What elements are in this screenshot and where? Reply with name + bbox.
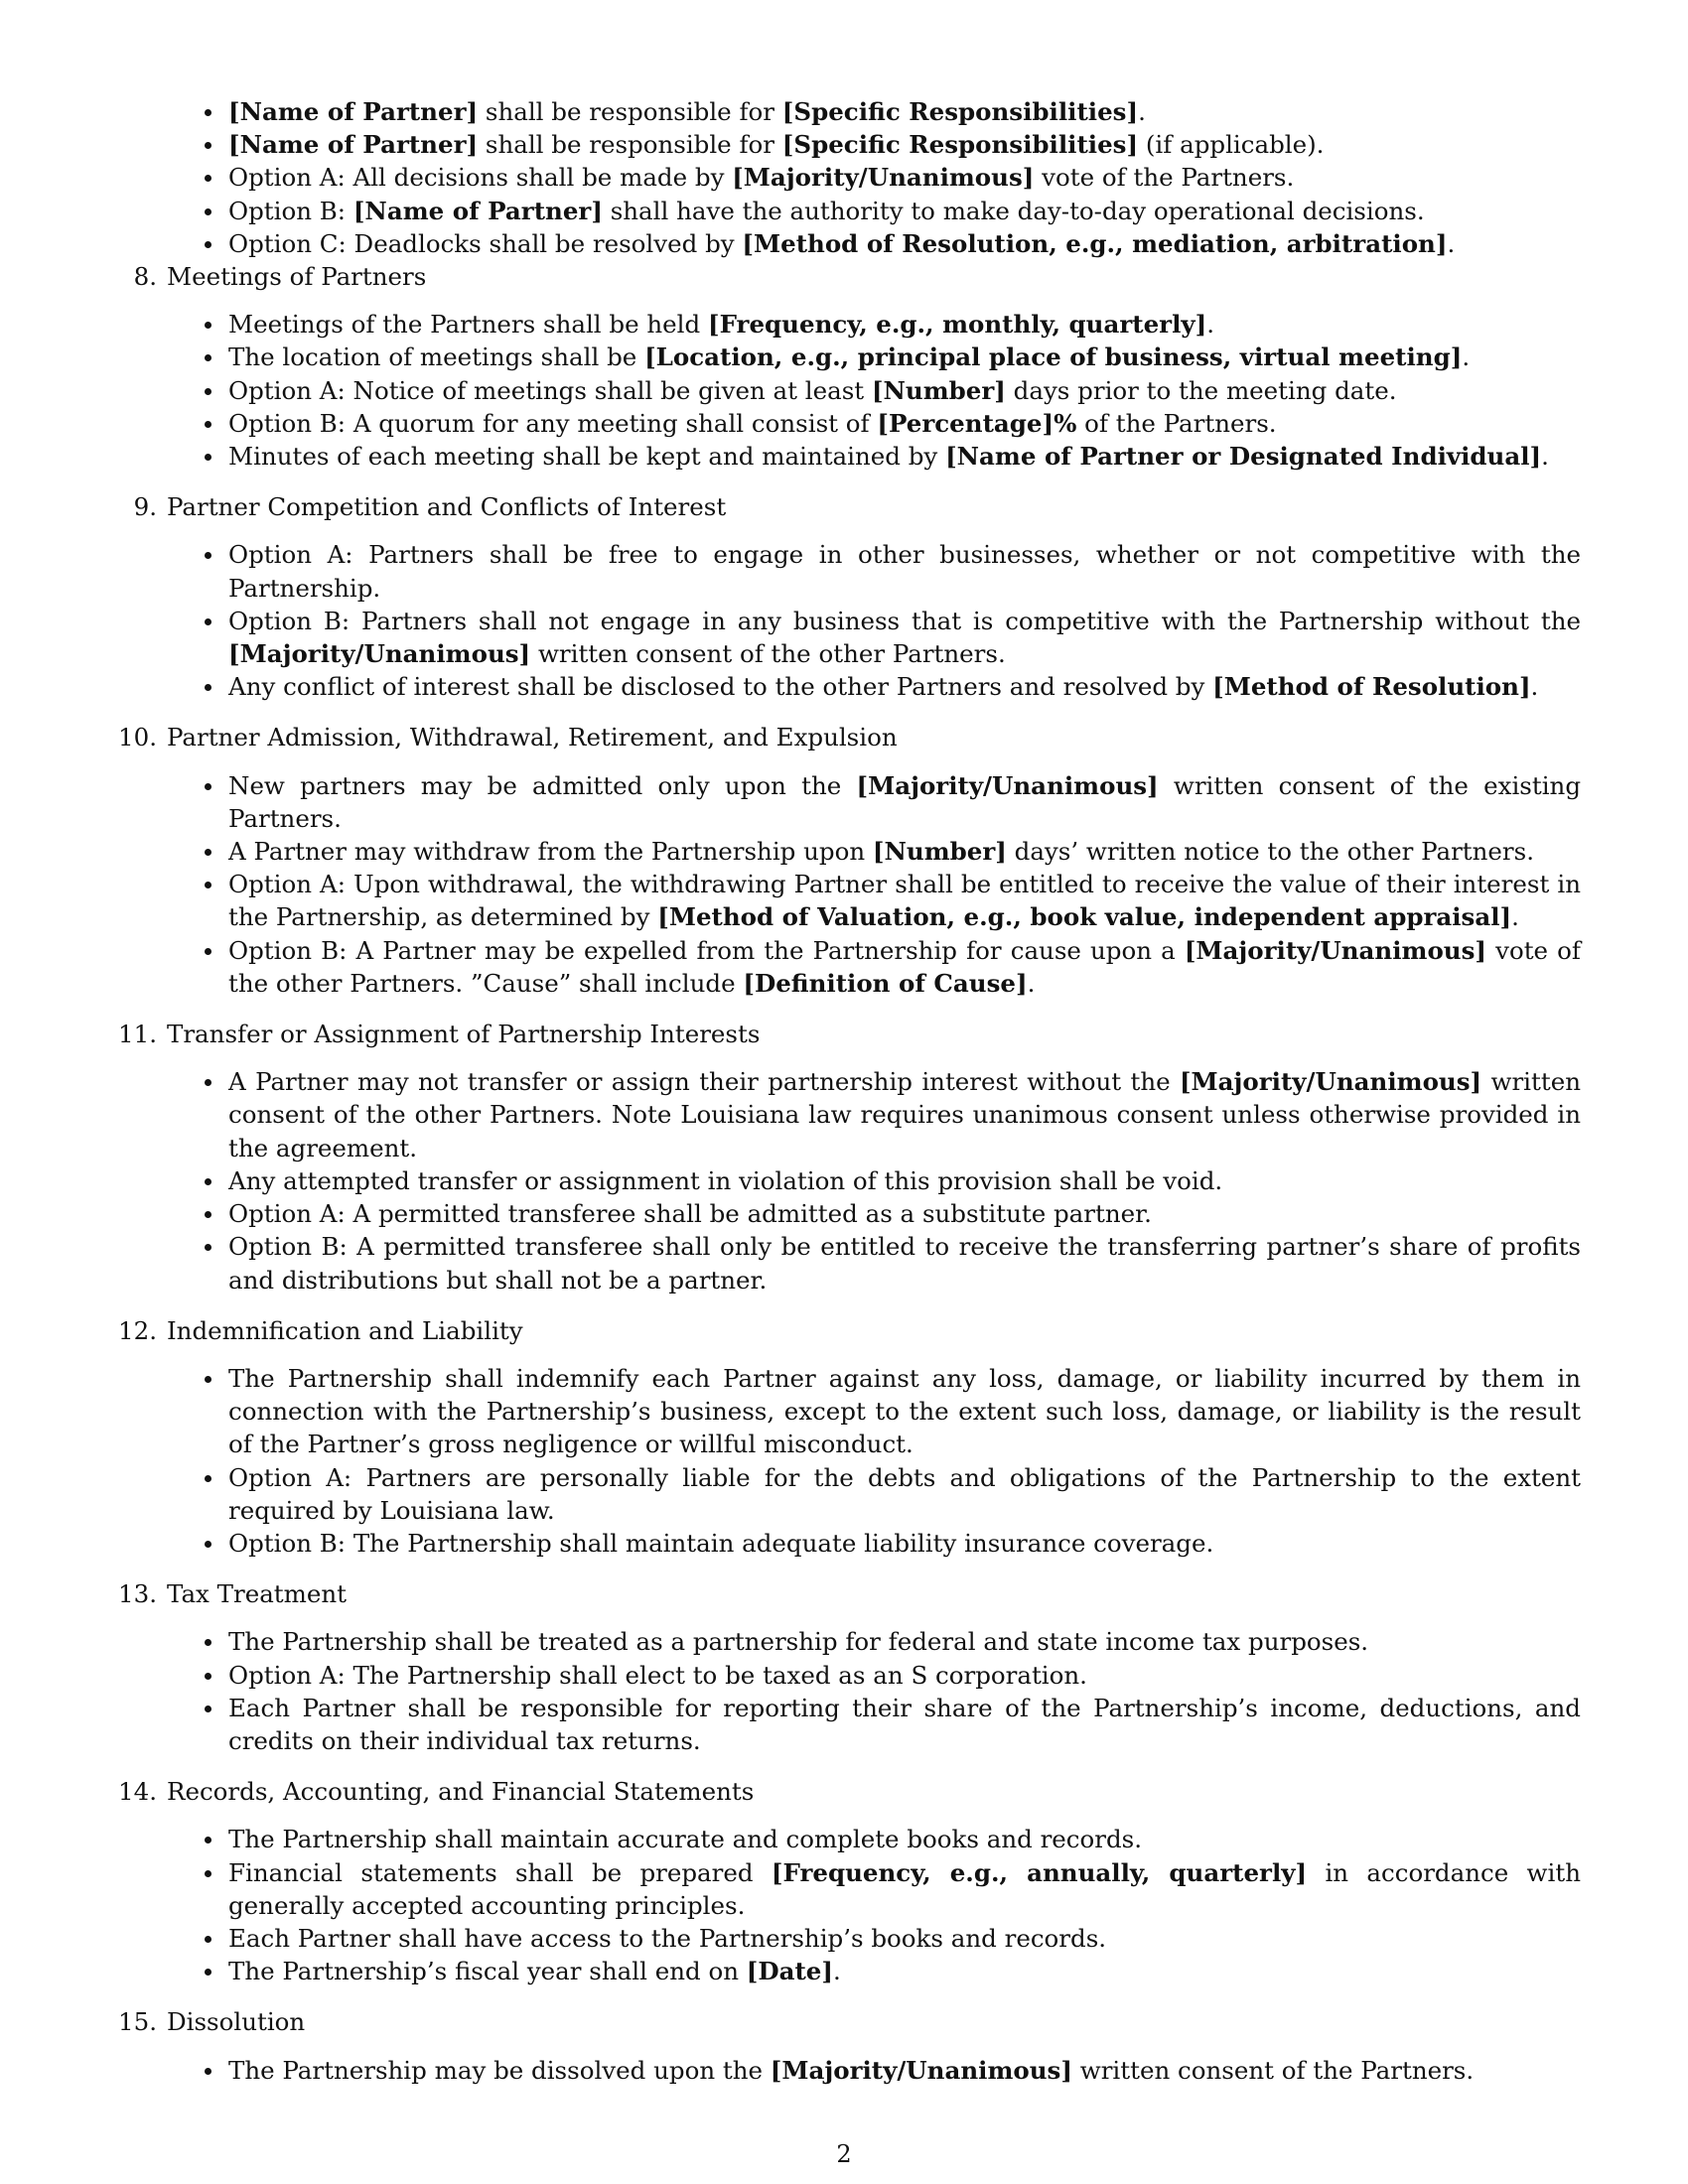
sections-container: [118, 260, 1581, 2087]
placeholder-field: [Majority/Unanimous]: [1184, 935, 1486, 965]
text-run: Option A: Notice of meetings shall be given at least: [228, 375, 872, 405]
placeholder-field: [Definition of Cause]: [743, 968, 1028, 998]
section-number: 8.: [133, 262, 157, 292]
text-run: written consent of the existing Partners.: [228, 770, 1581, 833]
section-number: 11.: [118, 1020, 157, 1049]
bullet-item: [127, 1856, 1581, 1922]
bullet-icon: [205, 208, 211, 215]
section-heading: [118, 2005, 1581, 2038]
bullet-icon: [205, 388, 211, 395]
placeholder-field: [Majority/Unanimous]: [856, 770, 1159, 800]
bullet-icon: [205, 175, 211, 182]
text-run: Each Partner shall be responsible for reporting their share of the Partnership’s income, deductions, and credits on their individual tax returns.: [228, 1693, 1581, 1755]
text-run: (if applicable).: [1138, 130, 1325, 160]
text-run: Option B: A permitted transferee shall only be entitled to receive the transferring partner’s share of profits and distributions but shall not be a partner.: [228, 1232, 1581, 1295]
section-title: Transfer or Assignment of Partnership Interests: [167, 1020, 761, 1049]
placeholder-field: [Majority/Unanimous]: [228, 639, 531, 669]
bullet-item: [127, 195, 1581, 227]
bullet-item: [127, 1922, 1581, 1955]
bullet-icon: [205, 618, 211, 625]
section: [118, 1577, 1581, 1757]
text-run: Option A: All decisions shall be made by: [228, 163, 733, 193]
bullet-item: [127, 1955, 1581, 1987]
section: [118, 1314, 1581, 1560]
bullet-icon: [205, 552, 211, 559]
bullet-icon: [205, 1936, 211, 1943]
text-run: Option B: Partners shall not engage in any business that is competitive with the Partnership without the: [228, 606, 1581, 635]
placeholder-field: [Majority/Unanimous]: [770, 2055, 1072, 2085]
section-heading: [118, 1018, 1581, 1050]
bullet-item: [127, 1197, 1581, 1230]
text-run: A Partner may withdraw from the Partnership upon: [228, 837, 873, 867]
text-run: Financial statements shall be prepared: [228, 1857, 772, 1887]
text-run: shall be responsible for: [478, 97, 782, 126]
text-run: The location of meetings shall be: [228, 342, 645, 372]
bullet-icon: [205, 1541, 211, 1548]
section-number: 12.: [118, 1315, 157, 1345]
bullet-icon: [205, 684, 211, 691]
bullet-item: [127, 1625, 1581, 1658]
section-heading: [127, 260, 1581, 293]
text-run: Any attempted transfer or assignment in violation of this provision shall be void.: [228, 1165, 1223, 1195]
text-run: Option A: A permitted transferee shall be admitted as a substitute partner.: [228, 1199, 1152, 1229]
placeholder-field: [Specific Responsibilities]: [781, 130, 1139, 160]
bullet-list: [127, 769, 1581, 1000]
bullet-icon: [205, 1376, 211, 1383]
bullet-icon: [205, 142, 211, 149]
placeholder-field: [Number]: [872, 837, 1007, 867]
bullet-icon: [205, 948, 211, 955]
section-title: Tax Treatment: [167, 1579, 348, 1609]
section-number: 10.: [118, 723, 157, 752]
bullet-list: [127, 538, 1581, 703]
section-title: Records, Accounting, and Financial Statements: [167, 1777, 755, 1807]
bullet-item: [127, 341, 1581, 373]
placeholder-field: [Majority/Unanimous]: [732, 163, 1035, 193]
bullet-item: [127, 374, 1581, 407]
section: [118, 1775, 1581, 1987]
section-number: 13.: [118, 1579, 157, 1609]
placeholder-field: [Specific Responsibilities]: [781, 97, 1139, 126]
section: [127, 490, 1581, 703]
bullet-item: [127, 605, 1581, 670]
bullet-item: [127, 835, 1581, 868]
section: [118, 1018, 1581, 1297]
section-heading: [118, 1314, 1581, 1347]
placeholder-field: [Name of Partner]: [228, 97, 479, 126]
text-run: days prior to the meeting date.: [1005, 375, 1397, 405]
bullet-icon: [205, 109, 211, 116]
section-heading: [118, 1577, 1581, 1610]
placeholder-field: [Name of Partner or Designated Individual]: [945, 442, 1542, 472]
bullet-item: [127, 1164, 1581, 1197]
bullet-item: [127, 95, 1581, 128]
bullet-icon: [205, 2068, 211, 2075]
document-body: [118, 95, 1581, 2105]
bullet-item: [127, 1527, 1581, 1560]
bullet-list: [127, 308, 1581, 473]
bullet-item: [127, 1065, 1581, 1164]
bullet-icon: [205, 1639, 211, 1646]
bullet-item: [127, 407, 1581, 440]
bullet-item: [127, 1230, 1581, 1296]
bullet-item: [127, 1692, 1581, 1757]
bullet-icon: [205, 1870, 211, 1877]
text-run: The Partnership shall maintain accurate and complete books and records.: [228, 1825, 1143, 1854]
bullet-icon: [205, 1475, 211, 1482]
text-run: .: [832, 1957, 841, 1986]
bullet-icon: [205, 783, 211, 790]
placeholder-field: [Frequency, e.g., annually, quarterly]: [771, 1857, 1308, 1887]
text-run: written consent of the Partners.: [1071, 2055, 1475, 2085]
bullet-item: [127, 2054, 1581, 2087]
text-run: New partners may be admitted only upon the: [228, 770, 857, 800]
bullet-icon: [205, 1244, 211, 1251]
bullet-icon: [205, 882, 211, 888]
text-run: Option B: The Partnership shall maintain adequate liability insurance coverage.: [228, 1528, 1214, 1558]
text-run: A Partner may not transfer or assign their partnership interest without the: [228, 1067, 1180, 1097]
placeholder-field: [Frequency, e.g., monthly, quarterly]: [707, 310, 1207, 340]
bullet-item: [127, 1823, 1581, 1855]
bullet-icon: [205, 1178, 211, 1185]
bullet-item: [127, 440, 1581, 473]
section-number: 15.: [118, 2007, 157, 2037]
section-heading: [127, 490, 1581, 523]
placeholder-field: [Location, e.g., principal place of business, virtual meeting]: [644, 342, 1463, 372]
text-run: .: [1206, 310, 1215, 340]
text-run: vote of the other Partners. ”Cause” shall include: [228, 935, 1581, 998]
bullet-list: [127, 1065, 1581, 1296]
continued-bullet-list: [127, 95, 1581, 260]
bullet-icon: [205, 1673, 211, 1680]
text-run: Any conflict of interest shall be disclosed to the other Partners and resolved by: [228, 672, 1213, 702]
bullet-list: [127, 1823, 1581, 1987]
bullet-icon: [205, 322, 211, 329]
bullet-list: [127, 1625, 1581, 1757]
bullet-list: [127, 1362, 1581, 1560]
text-run: .: [1530, 672, 1539, 702]
bullet-item: [127, 128, 1581, 161]
text-run: The Partnership shall be treated as a partnership for federal and state income tax purposes.: [228, 1627, 1369, 1657]
section-heading: [118, 1775, 1581, 1808]
text-run: .: [1541, 442, 1549, 472]
bullet-icon: [205, 1706, 211, 1712]
bullet-icon: [205, 354, 211, 361]
text-run: days’ written notice to the other Partners.: [1006, 837, 1534, 867]
bullet-icon: [205, 241, 211, 248]
text-run: shall have the authority to make day-to-day operational decisions.: [602, 196, 1425, 225]
placeholder-field: [Name of Partner]: [352, 196, 603, 225]
placeholder-field: [Percentage]%: [877, 408, 1077, 438]
text-run: written consent of the other Partners. Note Louisiana law requires unanimous consent unless otherwise provided in the agreement.: [228, 1067, 1581, 1162]
placeholder-field: [Method of Resolution]: [1212, 672, 1531, 702]
text-run: .: [1511, 902, 1519, 932]
bullet-item: [127, 670, 1581, 703]
text-run: Option A: Partners are personally liable for the debts and obligations of the Partnership to the extent required by Louisiana law.: [228, 1462, 1581, 1525]
section-title: Dissolution: [167, 2007, 306, 2037]
section-number: 14.: [118, 1777, 157, 1807]
section: [118, 2005, 1581, 2086]
text-run: Option B:: [228, 196, 353, 225]
text-run: .: [1027, 968, 1036, 998]
text-run: Option C: Deadlocks shall be resolved by: [228, 228, 743, 258]
bullet-icon: [205, 1079, 211, 1086]
bullet-item: [127, 161, 1581, 194]
bullet-item: [127, 538, 1581, 604]
text-run: Option A: Partners shall be free to engage in other businesses, whether or not competitive with the Partnership.: [228, 540, 1581, 603]
bullet-icon: [205, 849, 211, 856]
bullet-list: [127, 2054, 1581, 2087]
bullet-item: [127, 1659, 1581, 1692]
text-run: vote of the Partners.: [1034, 163, 1295, 193]
placeholder-field: [Name of Partner]: [228, 130, 479, 160]
text-run: Option A: Upon withdrawal, the withdrawing Partner shall be entitled to receive the value of their interest in the Partnership, as determined by: [228, 870, 1581, 932]
text-run: of the Partners.: [1076, 408, 1277, 438]
section-title: Partner Competition and Conflicts of Interest: [167, 492, 727, 522]
text-run: Minutes of each meeting shall be kept and maintained by: [228, 442, 946, 472]
text-run: .: [1447, 228, 1456, 258]
text-run: Meetings of the Partners shall be held: [228, 310, 708, 340]
section-heading: [118, 721, 1581, 753]
bullet-icon: [205, 1969, 211, 1976]
section: [127, 260, 1581, 473]
text-run: The Partnership shall indemnify each Partner against any loss, damage, or liability incurred by them in connection with the Partnership’s business, except to the extent such loss, damage, or liability is the result of the Partner’s gross negligence or willful misconduct.: [228, 1363, 1581, 1459]
text-run: Option B: A quorum for any meeting shall consist of: [228, 408, 878, 438]
bullet-item: [127, 868, 1581, 933]
text-run: Option A: The Partnership shall elect to be taxed as an S corporation.: [228, 1660, 1087, 1690]
text-run: .: [1138, 97, 1146, 126]
bullet-icon: [205, 454, 211, 461]
bullet-item: [127, 308, 1581, 341]
bullet-item: [127, 227, 1581, 260]
text-run: .: [1462, 342, 1471, 372]
section-number: 9.: [133, 492, 157, 522]
section-title: Partner Admission, Withdrawal, Retirement, and Expulsion: [167, 723, 898, 752]
text-run: written consent of the other Partners.: [530, 639, 1006, 669]
text-run: shall be responsible for: [478, 130, 782, 160]
placeholder-field: [Method of Valuation, e.g., book value, independent appraisal]: [657, 902, 1512, 932]
section-title: Meetings of Partners: [167, 262, 427, 292]
placeholder-field: [Majority/Unanimous]: [1179, 1067, 1482, 1097]
text-run: in accordance with generally accepted accounting principles.: [228, 1857, 1581, 1920]
section-title: Indemnification and Liability: [167, 1315, 523, 1345]
text-run: Option B: A Partner may be expelled from the Partnership for cause upon a: [228, 935, 1185, 965]
text-run: Each Partner shall have access to the Partnership’s books and records.: [228, 1923, 1107, 1953]
bullet-icon: [205, 1211, 211, 1218]
placeholder-field: [Date]: [746, 1957, 833, 1986]
bullet-icon: [205, 421, 211, 428]
placeholder-field: [Number]: [871, 375, 1006, 405]
page-number: 2: [836, 2140, 852, 2168]
text-run: The Partnership’s fiscal year shall end on: [228, 1957, 747, 1986]
bullet-item: [127, 1461, 1581, 1527]
bullet-item: [127, 934, 1581, 1000]
placeholder-field: [Method of Resolution, e.g., mediation, arbitration]: [742, 228, 1448, 258]
bullet-item: [127, 1362, 1581, 1461]
bullet-item: [127, 769, 1581, 835]
text-run: The Partnership may be dissolved upon the: [228, 2055, 771, 2085]
bullet-icon: [205, 1837, 211, 1843]
section: [118, 721, 1581, 1000]
